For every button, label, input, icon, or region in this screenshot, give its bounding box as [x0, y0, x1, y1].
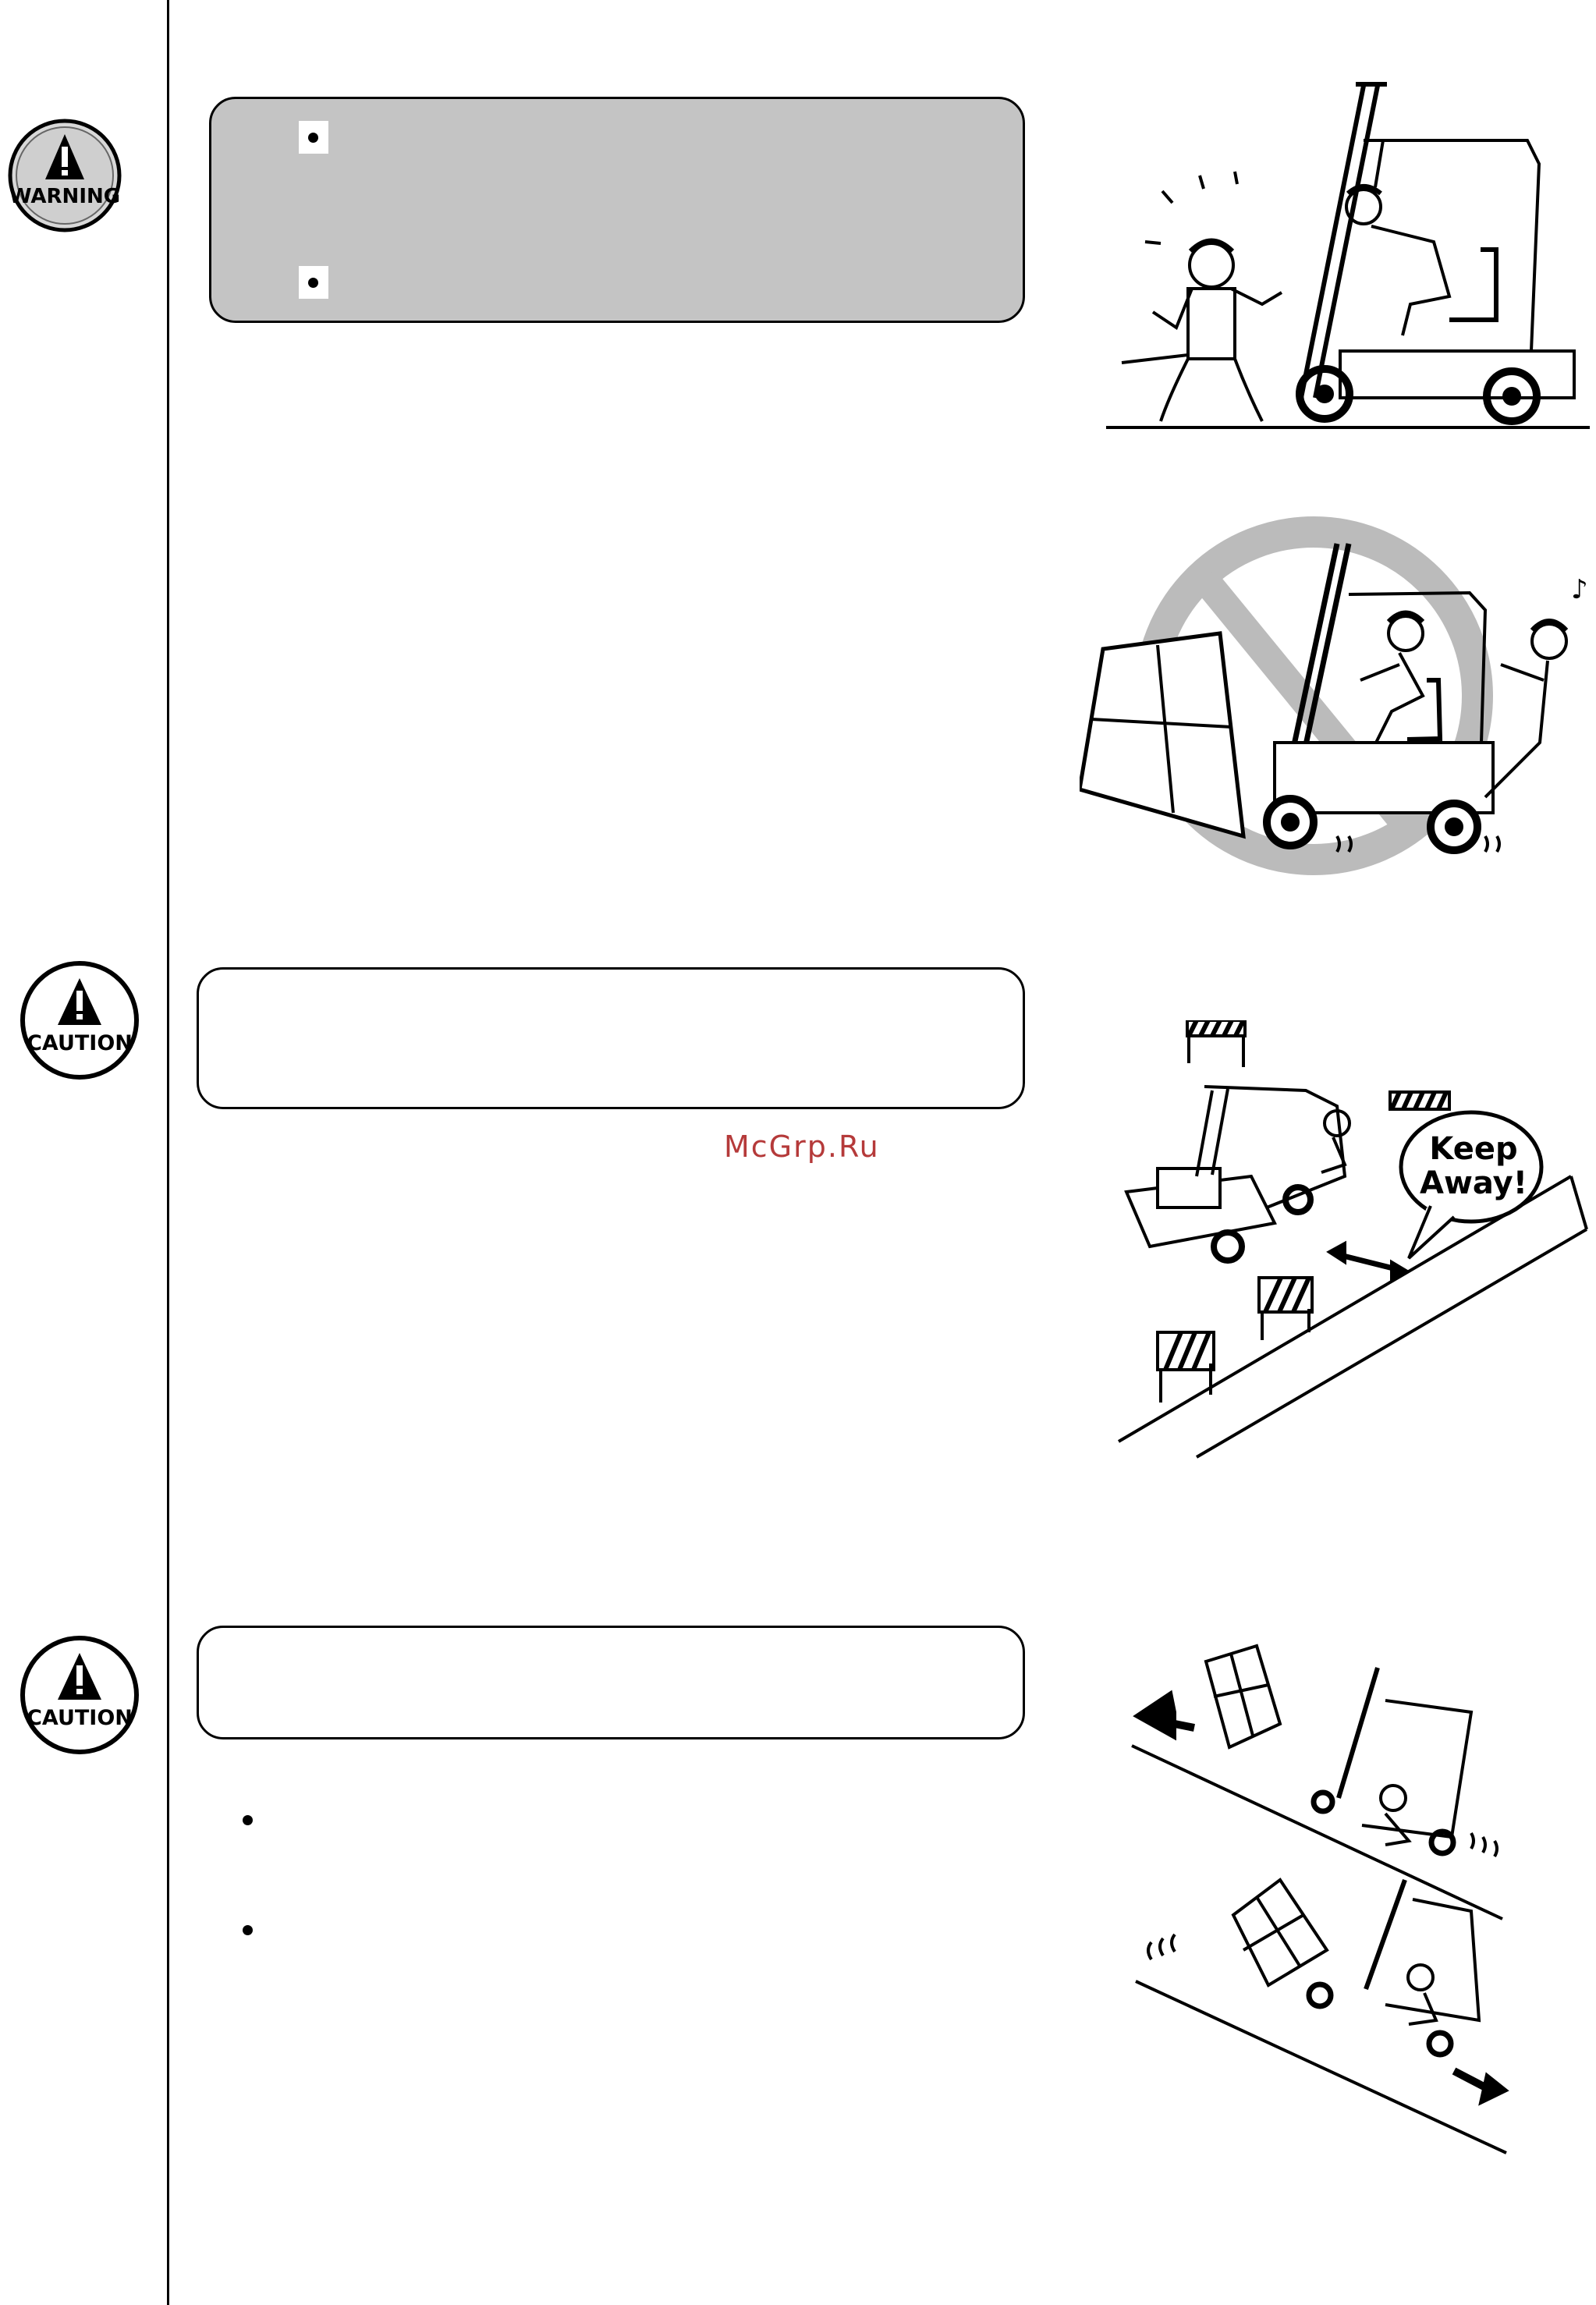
bullet-dot	[243, 1925, 253, 1935]
caution-badge	[17, 958, 142, 1083]
illustration-slope-driving	[1128, 1638, 1518, 2168]
warning-badge	[6, 117, 123, 234]
illustration-rider-on-truck	[1080, 509, 1596, 883]
barrier-icon	[1259, 1278, 1312, 1340]
bullet-dot	[308, 278, 318, 288]
margin-rule	[167, 0, 169, 2305]
warning-label: WARNING	[9, 185, 121, 208]
illustration-keep-away	[1111, 1020, 1596, 1465]
bullet-dot	[243, 1815, 253, 1825]
watermark: McGrp.Ru	[724, 1129, 880, 1164]
bullet-dot	[308, 133, 318, 143]
caution-badge	[17, 1633, 142, 1757]
warning-box	[209, 97, 1025, 323]
barrier-icon	[1187, 1020, 1245, 1067]
speech-line-2: Away!	[1420, 1165, 1527, 1201]
speech-line-1: Keep	[1429, 1131, 1518, 1167]
caution-box	[197, 1626, 1025, 1739]
caution-label: CAUTION	[27, 1031, 133, 1055]
arrow-up-slope-icon	[1136, 1693, 1175, 1738]
bullet-marker	[299, 266, 328, 299]
svg-text:♪: ♪	[1571, 574, 1588, 605]
barrier-icon	[1390, 1092, 1449, 1109]
caution-box	[197, 967, 1025, 1109]
illustration-person-under-mast	[1106, 70, 1590, 445]
caution-label: CAUTION	[27, 1706, 133, 1730]
bullet-marker	[299, 121, 328, 154]
